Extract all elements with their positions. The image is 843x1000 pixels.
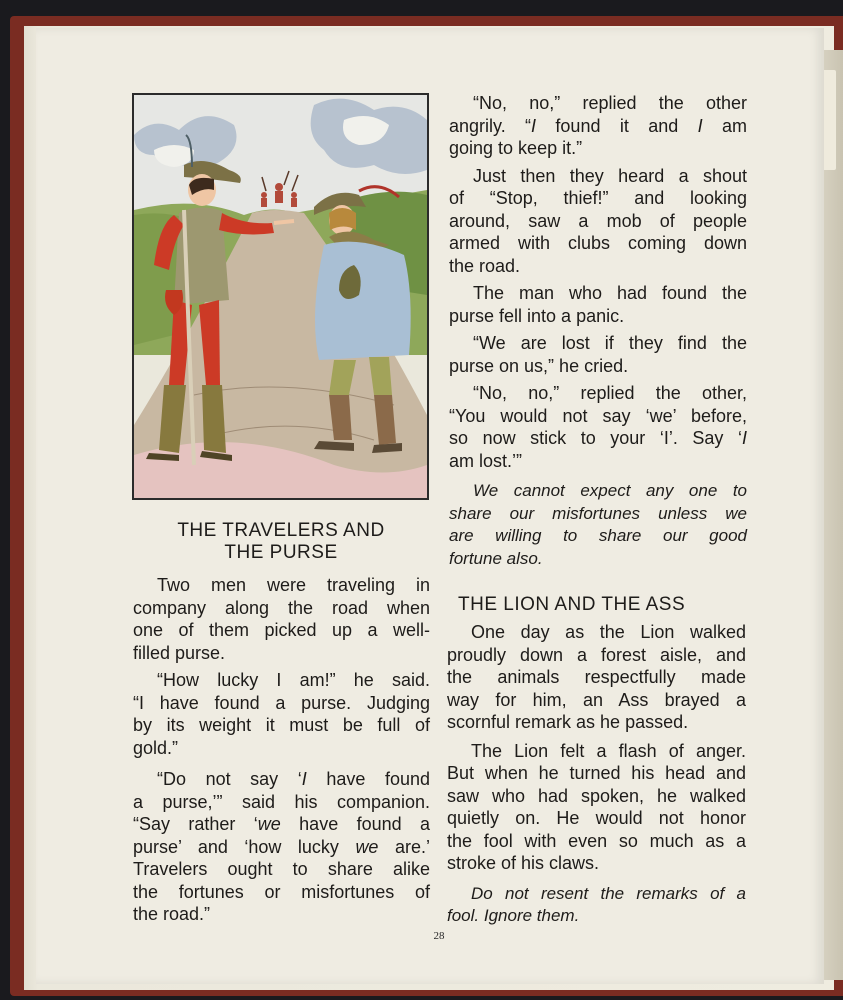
line — [133, 836, 430, 859]
text-run: have found a — [280, 814, 430, 834]
line: “We are lost if they find the — [473, 333, 747, 353]
right-body — [449, 92, 747, 570]
line: share our misfortunes unless we — [449, 503, 747, 523]
italic-run: we — [355, 836, 379, 857]
line: way for him, an Ass brayed a — [447, 689, 746, 710]
paragraph-3 — [133, 768, 430, 926]
italic-run: we — [257, 814, 281, 834]
line — [133, 813, 430, 836]
paragraph-8 — [449, 382, 747, 472]
line — [449, 427, 747, 450]
line: armed with clubs coming down — [449, 233, 747, 253]
line: purse fell into a panic. — [449, 305, 625, 326]
paragraph-5 — [449, 165, 747, 278]
line: fortune also. — [449, 548, 543, 568]
paragraph-2 — [133, 669, 430, 759]
line: the road.” — [133, 904, 211, 924]
line: gold.” — [133, 737, 179, 758]
line: Two men were traveling in — [157, 575, 430, 595]
line: “No, no,” replied the other — [473, 93, 747, 113]
story1-title-line1: THE TRAVELERS AND — [177, 520, 385, 541]
line — [133, 768, 430, 791]
italic-run: I — [531, 115, 537, 136]
line: one of them picked up a well- — [133, 620, 430, 640]
line: One day as the Lion walked — [471, 622, 746, 642]
line: scornful remark as he passed. — [447, 712, 689, 732]
line: But when he turned his head and — [447, 763, 746, 783]
paragraph-6 — [449, 282, 747, 327]
moral-1 — [449, 480, 747, 570]
left-body — [133, 574, 430, 926]
line: company along the road when — [133, 597, 430, 618]
line: am lost.’” — [449, 450, 523, 471]
text-run: am — [702, 115, 747, 136]
line: stroke of his claws. — [447, 853, 600, 873]
travelers-illustration — [132, 93, 429, 500]
moral-2 — [447, 883, 746, 928]
line: of “Stop, thief!” and looking — [449, 188, 747, 208]
story2-title: THE LION AND THE ASS — [458, 594, 686, 615]
line: The man who had found the — [473, 283, 747, 303]
line: Do not resent the remarks of a — [471, 883, 746, 903]
line: a purse,’” said his companion. — [133, 791, 430, 812]
illustration-art — [134, 95, 427, 498]
line: are willing to share our good — [449, 526, 747, 545]
line: the road. — [449, 255, 521, 276]
line: The Lion felt a flash of anger. — [471, 740, 746, 761]
line: Travelers ought to share alike — [133, 859, 430, 879]
line: quietly on. He would not honor — [447, 808, 746, 828]
italic-run: I — [697, 115, 703, 136]
line: “No, no,” replied the other, — [473, 383, 747, 403]
line: filled purse. — [133, 642, 226, 663]
line: purse on us,” he cried. — [449, 355, 629, 376]
line: around, saw a mob of people — [449, 210, 747, 231]
line — [449, 115, 747, 138]
line: “You would not say ‘we’ before, — [449, 405, 747, 426]
text-run: “Say rather ‘ — [133, 814, 258, 834]
line: the animals respectfully made — [447, 667, 746, 687]
page-number: 28 — [433, 930, 445, 942]
italic-run: I — [741, 428, 747, 448]
paragraph-4 — [449, 92, 747, 160]
line: going to keep it.” — [449, 138, 583, 158]
line: proudly down a forest aisle, and — [447, 644, 746, 665]
text-run: are.’ — [378, 836, 430, 857]
line: “How lucky I am!” he said. — [157, 670, 430, 690]
italic-run: I — [301, 769, 307, 789]
line: fool. Ignore them. — [447, 906, 580, 925]
right-body-2 — [447, 621, 746, 928]
text-run: found it and — [536, 115, 698, 136]
line: saw who had spoken, he walked — [447, 785, 746, 806]
line: Just then they heard a shout — [473, 165, 747, 186]
text-run: so now stick to your ‘I’. Say ‘ — [449, 428, 742, 448]
text-run: have found — [306, 769, 431, 789]
text-run: “Do not say ‘ — [157, 769, 302, 789]
paragraph-10 — [447, 740, 746, 875]
line: We cannot expect any one to — [473, 481, 747, 500]
line: the fortunes or misfortunes of — [133, 881, 430, 902]
paragraph-1 — [133, 574, 430, 664]
paragraph-9 — [447, 621, 746, 734]
text-run: angrily. “ — [449, 115, 532, 136]
paragraph-7 — [449, 332, 747, 377]
line: the fool with even so much as a — [447, 830, 746, 851]
line: by its weight it must be full of — [133, 715, 430, 735]
text-run: purse’ and ‘how lucky — [133, 836, 356, 857]
story1-title-line2: THE PURSE — [224, 542, 338, 563]
story1-title — [150, 520, 412, 564]
line: “I have found a purse. Judging — [133, 692, 430, 713]
